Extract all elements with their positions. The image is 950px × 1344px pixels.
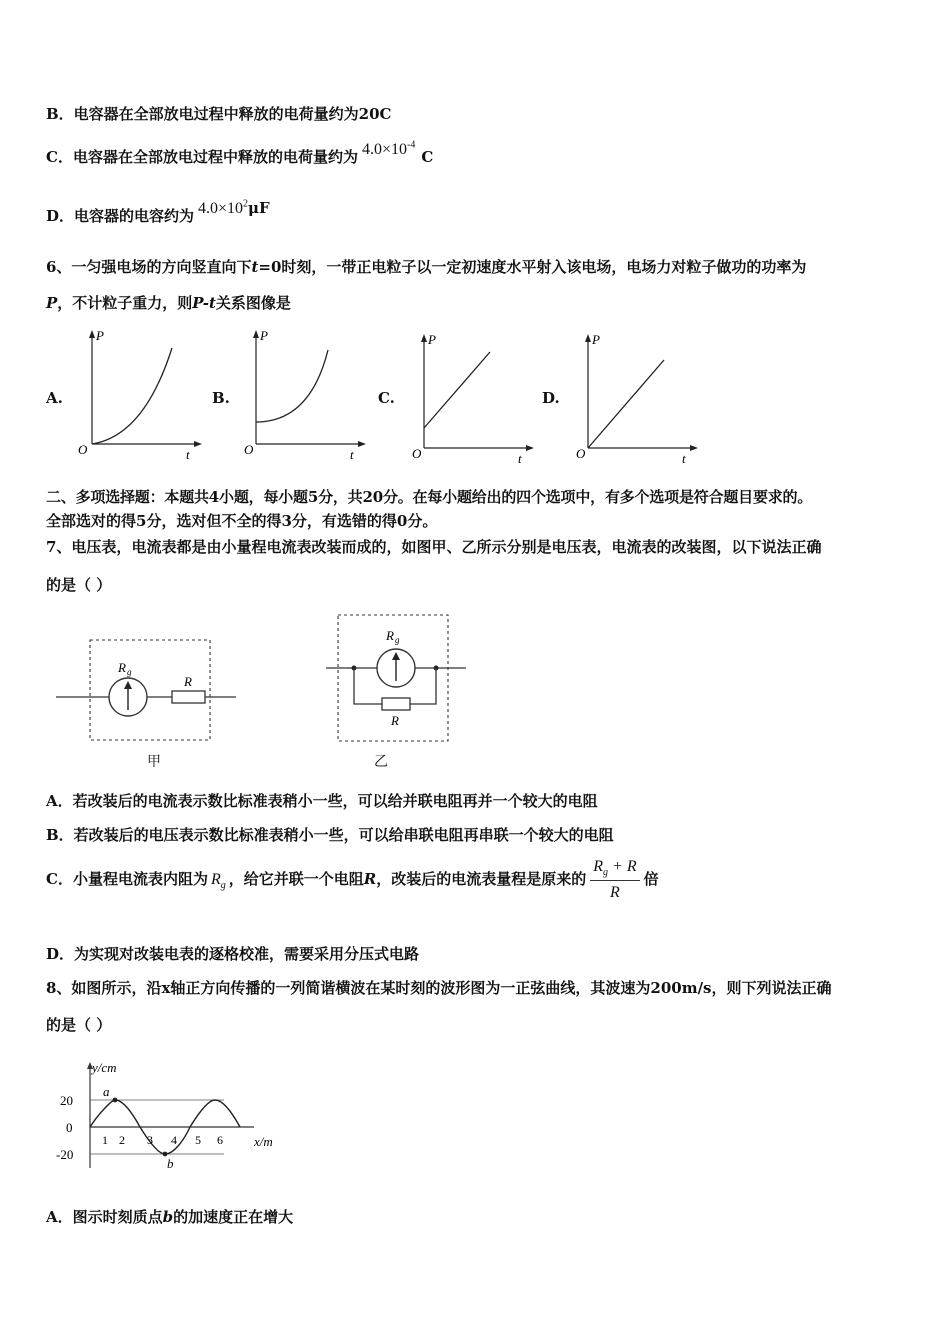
q8-option-a-b: b — [162, 1208, 174, 1226]
q7-circuit-jia — [56, 634, 246, 746]
q6-stem-text-c: ，不计粒子重力，则 — [57, 294, 193, 312]
q8-x-tick-4: 4 — [171, 1133, 177, 1147]
q6-stem-text-a: 6、一匀强电场的方向竖直向下 — [46, 258, 252, 276]
q8-y-tick-0: 0 — [66, 1120, 73, 1135]
q7-option-c-rg: $R_g$ — [210, 871, 226, 892]
q6-label-d: D. — [542, 389, 560, 407]
q6-graph-c-ylabel: P — [428, 332, 436, 347]
q7-option-c — [46, 858, 659, 902]
q6-stem-line2 — [46, 292, 291, 313]
q7-caption-jia: 甲 — [147, 754, 161, 770]
q7-stem-line2: 的是（ ） — [46, 576, 112, 594]
q6-graph-d — [572, 330, 702, 470]
q8-y-axis-label: y/cm — [92, 1060, 117, 1075]
q8-x-tick-2: 2 — [119, 1133, 125, 1147]
q6-graph-d-xlabel: t — [682, 451, 686, 466]
q8-x-axis-label: x/m — [254, 1134, 273, 1149]
q7-caption-yi: 乙 — [374, 754, 388, 770]
q7-jia-rg: R — [118, 660, 126, 675]
section2-line1: 二、多项选择题：本题共4小题，每小题5分，共20分。在每小题给出的四个选项中，有多个选项是符合题目要求的。 — [46, 488, 813, 506]
q8-wave-graph — [54, 1058, 290, 1178]
q6-graph-a-origin: O — [78, 442, 88, 457]
q8-y-tick-minus20: -20 — [56, 1147, 74, 1162]
q6-stem-line1 — [46, 256, 806, 277]
q6-graph-b-curve — [256, 350, 328, 422]
q6-stem-pt: P-t — [192, 294, 216, 312]
q7-jia-rg-sub: g — [127, 667, 132, 677]
q7-option-c-text-a: C．小量程电流表内阻为 — [46, 870, 208, 889]
q6-label-b: B. — [212, 389, 230, 407]
q8-y-tick-20: 20 — [60, 1093, 73, 1108]
q6-graph-a-ylabel: P — [96, 328, 104, 343]
q6-graph-b — [240, 326, 370, 466]
q8-x-tick-3: 3 — [147, 1133, 153, 1147]
q6-graph-b-xlabel: t — [350, 447, 354, 462]
q5-option-c-value: $4.0\times 10^{-4}$ — [361, 139, 416, 158]
q7-yi-rg-sub: g — [395, 635, 400, 645]
q8-stem-line2: 的是（ ） — [46, 1016, 112, 1034]
q6-graph-a-curve — [92, 348, 172, 444]
q5-option-d-exponent: 2 — [243, 198, 249, 210]
q8-x-tick-1: 1 — [102, 1133, 108, 1147]
q6-stem-text-b: =0时刻，一带正电粒子以一定初速度水平射入该电场，电场力对粒子做功的功率为 — [258, 258, 807, 276]
q7-option-c-text-d: 倍 — [643, 870, 659, 889]
q7-stem-line1: 7、电压表，电流表都是由小量程电流表改装而成的，如图甲、乙所示分别是电压表，电流表的改装图，以下说法正确 — [46, 538, 822, 556]
q5-option-c — [46, 139, 434, 167]
q8-label-b: b — [167, 1156, 174, 1171]
q6-graph-b-origin: O — [244, 442, 254, 457]
q7-option-b: B．若改装后的电压表示数比标准表稍小一些，可以给串联电阻再串联一个较大的电阻 — [46, 826, 614, 844]
q8-x-tick-6: 6 — [217, 1133, 223, 1147]
q6-graph-d-line — [588, 360, 664, 448]
q8-option-a-text-a: A．图示时刻质点 — [46, 1208, 163, 1226]
q6-label-a: A. — [46, 389, 63, 407]
q6-graph-d-origin: O — [576, 446, 586, 461]
q7-yi-rg: R — [386, 628, 394, 643]
q5-option-d-text: D．电容器的电容约为 — [46, 207, 195, 225]
q8-x-tick-5: 5 — [195, 1133, 201, 1147]
q6-graph-a — [74, 326, 204, 466]
q7-option-c-text-c: ，改装后的电流表量程是原来的 — [376, 870, 587, 889]
q8-stem-line1: 8、如图所示，沿x轴正方向传播的一列简谐横波在某时刻的波形图为一正弦曲线，其波速为200m/s，则下列说法正确 — [46, 979, 832, 997]
section2-line2: 全部选对的得5分，选对但不全的得3分，有选错的得0分。 — [46, 512, 438, 530]
q5-option-c-text: C．电容器在全部放电过程中释放的电荷量约为 — [46, 148, 358, 166]
q5-option-c-unit: C — [421, 148, 434, 166]
q6-label-c: C. — [378, 389, 395, 407]
q7-circuit-yi — [326, 612, 472, 746]
q6-graph-d-ylabel: P — [592, 332, 600, 347]
q7-jia-resistor — [172, 691, 205, 703]
q5-option-b: B．电容器在全部放电过程中释放的电荷量约为20C — [46, 105, 392, 123]
q8-option-a-text-c: 的加速度正在增大 — [173, 1208, 294, 1226]
q6-stem-p: P — [46, 294, 58, 312]
q7-option-c-text-b: ，给它并联一个电阻 — [228, 870, 364, 889]
q6-stem-text-d: 关系图像是 — [215, 294, 291, 312]
q7-option-c-fraction: $\frac{R_g + R}{R}$ — [590, 858, 639, 902]
q7-yi-r: R — [391, 713, 399, 728]
q5-option-d-value: $4.0\times 10^2$ — [198, 198, 249, 217]
q6-graph-c-line — [424, 352, 490, 428]
q6-graph-a-xlabel: t — [186, 447, 190, 462]
q6-graph-c — [408, 330, 538, 470]
q7-option-d: D．为实现对改装电表的逐格校准，需要采用分压式电路 — [46, 945, 420, 963]
q6-graph-c-xlabel: t — [518, 451, 522, 466]
q6-graph-c-origin: O — [412, 446, 422, 461]
q7-option-c-r: R — [363, 870, 377, 889]
q8-label-a: a — [103, 1084, 110, 1099]
q7-option-a: A．若改装后的电流表示数比标准表稍小一些，可以给并联电阻再并一个较大的电阻 — [46, 792, 598, 810]
q5-option-c-exponent: -4 — [406, 139, 416, 151]
q7-yi-resistor — [382, 698, 410, 710]
q6-graph-b-ylabel: P — [260, 328, 268, 343]
q5-option-d-unit: μF — [248, 199, 270, 217]
q5-option-d — [46, 198, 270, 226]
q8-point-a — [113, 1098, 118, 1103]
q6-stem-t: t — [251, 258, 259, 276]
q8-option-a — [46, 1206, 293, 1227]
q7-jia-r: R — [184, 674, 192, 689]
